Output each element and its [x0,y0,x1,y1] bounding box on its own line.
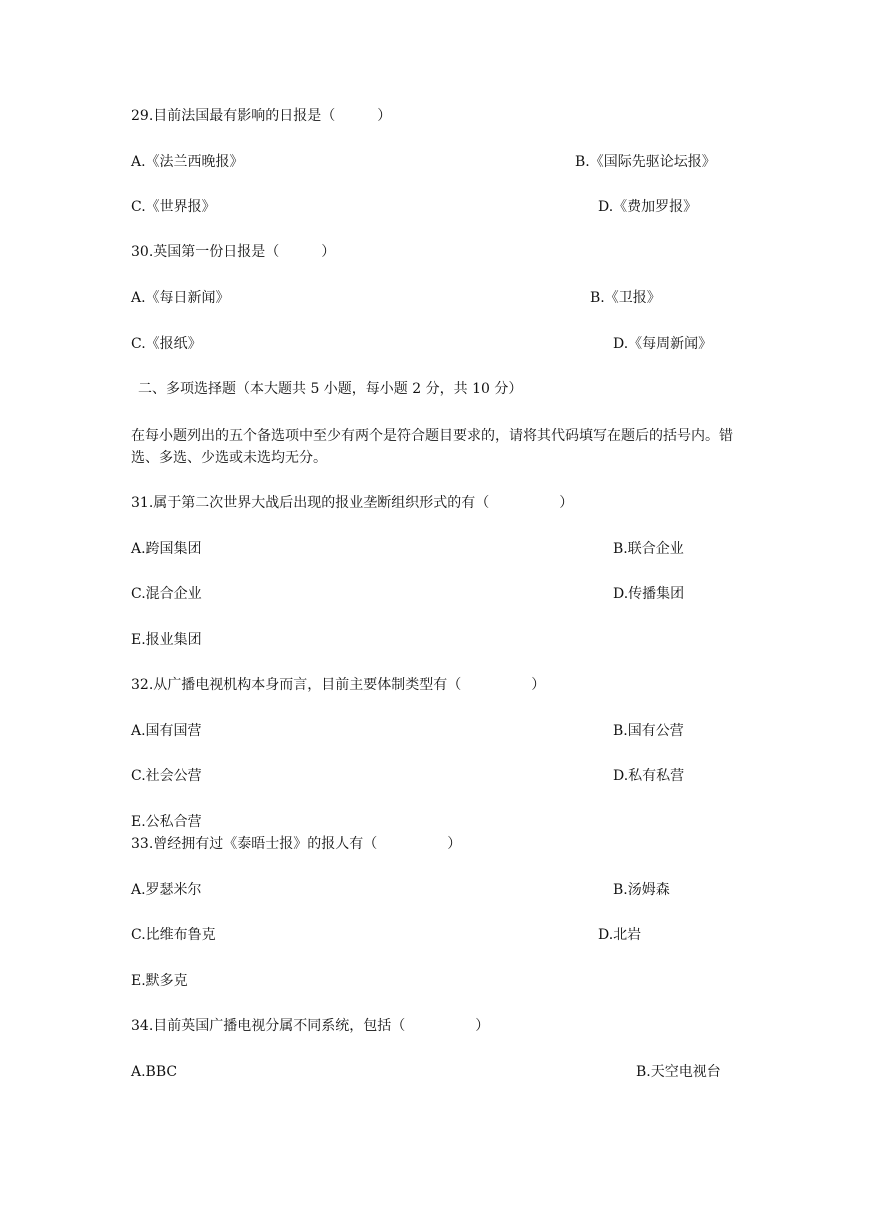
question-30-option-c: C.《报纸》 [131,336,202,352]
question-31-option-e: E.报业集团 [131,632,202,648]
question-33-stem: 33.曾经拥有过《泰晤士报》的报人有（ ） [131,836,462,852]
question-34-stem: 34.目前英国广播电视分属不同系统，包括（ ） [131,1018,490,1034]
question-33-option-e: E.默多克 [131,973,188,989]
question-32-option-d: D.私有私营 [613,768,685,784]
section-instructions: 在每小题列出的五个备选项中至少有两个是符合题目要求的，请将其代码填写在题后的括号内。错选、多选、少选或未选均无分。 [131,428,733,466]
question-29-stem: 29.目前法国最有影响的日报是（ ） [131,108,392,124]
question-31-option-b: B.联合企业 [613,541,684,557]
question-29-option-a: A.《法兰西晚报》 [131,154,244,170]
question-32-option-c: C.社会公营 [131,768,202,784]
question-29-option-d: D.《费加罗报》 [598,199,698,215]
question-31-stem: 31.属于第二次世界大战后出现的报业垄断组织形式的有（ ） [131,495,574,511]
question-33-option-c: C.比维布鲁克 [131,927,216,943]
question-32-stem: 32.从广播电视机构本身而言，目前主要体制类型有（ ） [131,677,546,693]
question-32-option-e: E.公私合营 [131,814,202,830]
question-31-option-a: A.跨国集团 [131,541,202,557]
question-30-option-d: D.《每周新闻》 [613,336,713,352]
question-30-option-b: B.《卫报》 [590,290,661,306]
question-32-option-b: B.国有公营 [613,723,684,739]
question-33-option-a: A.罗瑟米尔 [131,882,202,898]
question-33-option-d: D.北岩 [598,927,642,943]
question-30-option-a: A.《每日新闻》 [131,290,230,306]
section-heading: 二、多项选择题（本大题共 5 小题，每小题 2 分，共 10 分） [138,381,523,397]
question-31-option-d: D.传播集团 [613,586,685,602]
question-31-option-c: C.混合企业 [131,586,202,602]
question-29-option-b: B.《国际先驱论坛报》 [575,154,716,170]
question-34-option-b: B.天空电视台 [636,1064,721,1080]
question-29-option-c: C.《世界报》 [131,199,216,215]
question-34-option-a: A.BBC [131,1064,178,1080]
question-33-option-b: B.汤姆森 [613,882,670,898]
question-30-stem: 30.英国第一份日报是（ ） [131,244,336,260]
question-32-option-a: A.国有国营 [131,723,202,739]
